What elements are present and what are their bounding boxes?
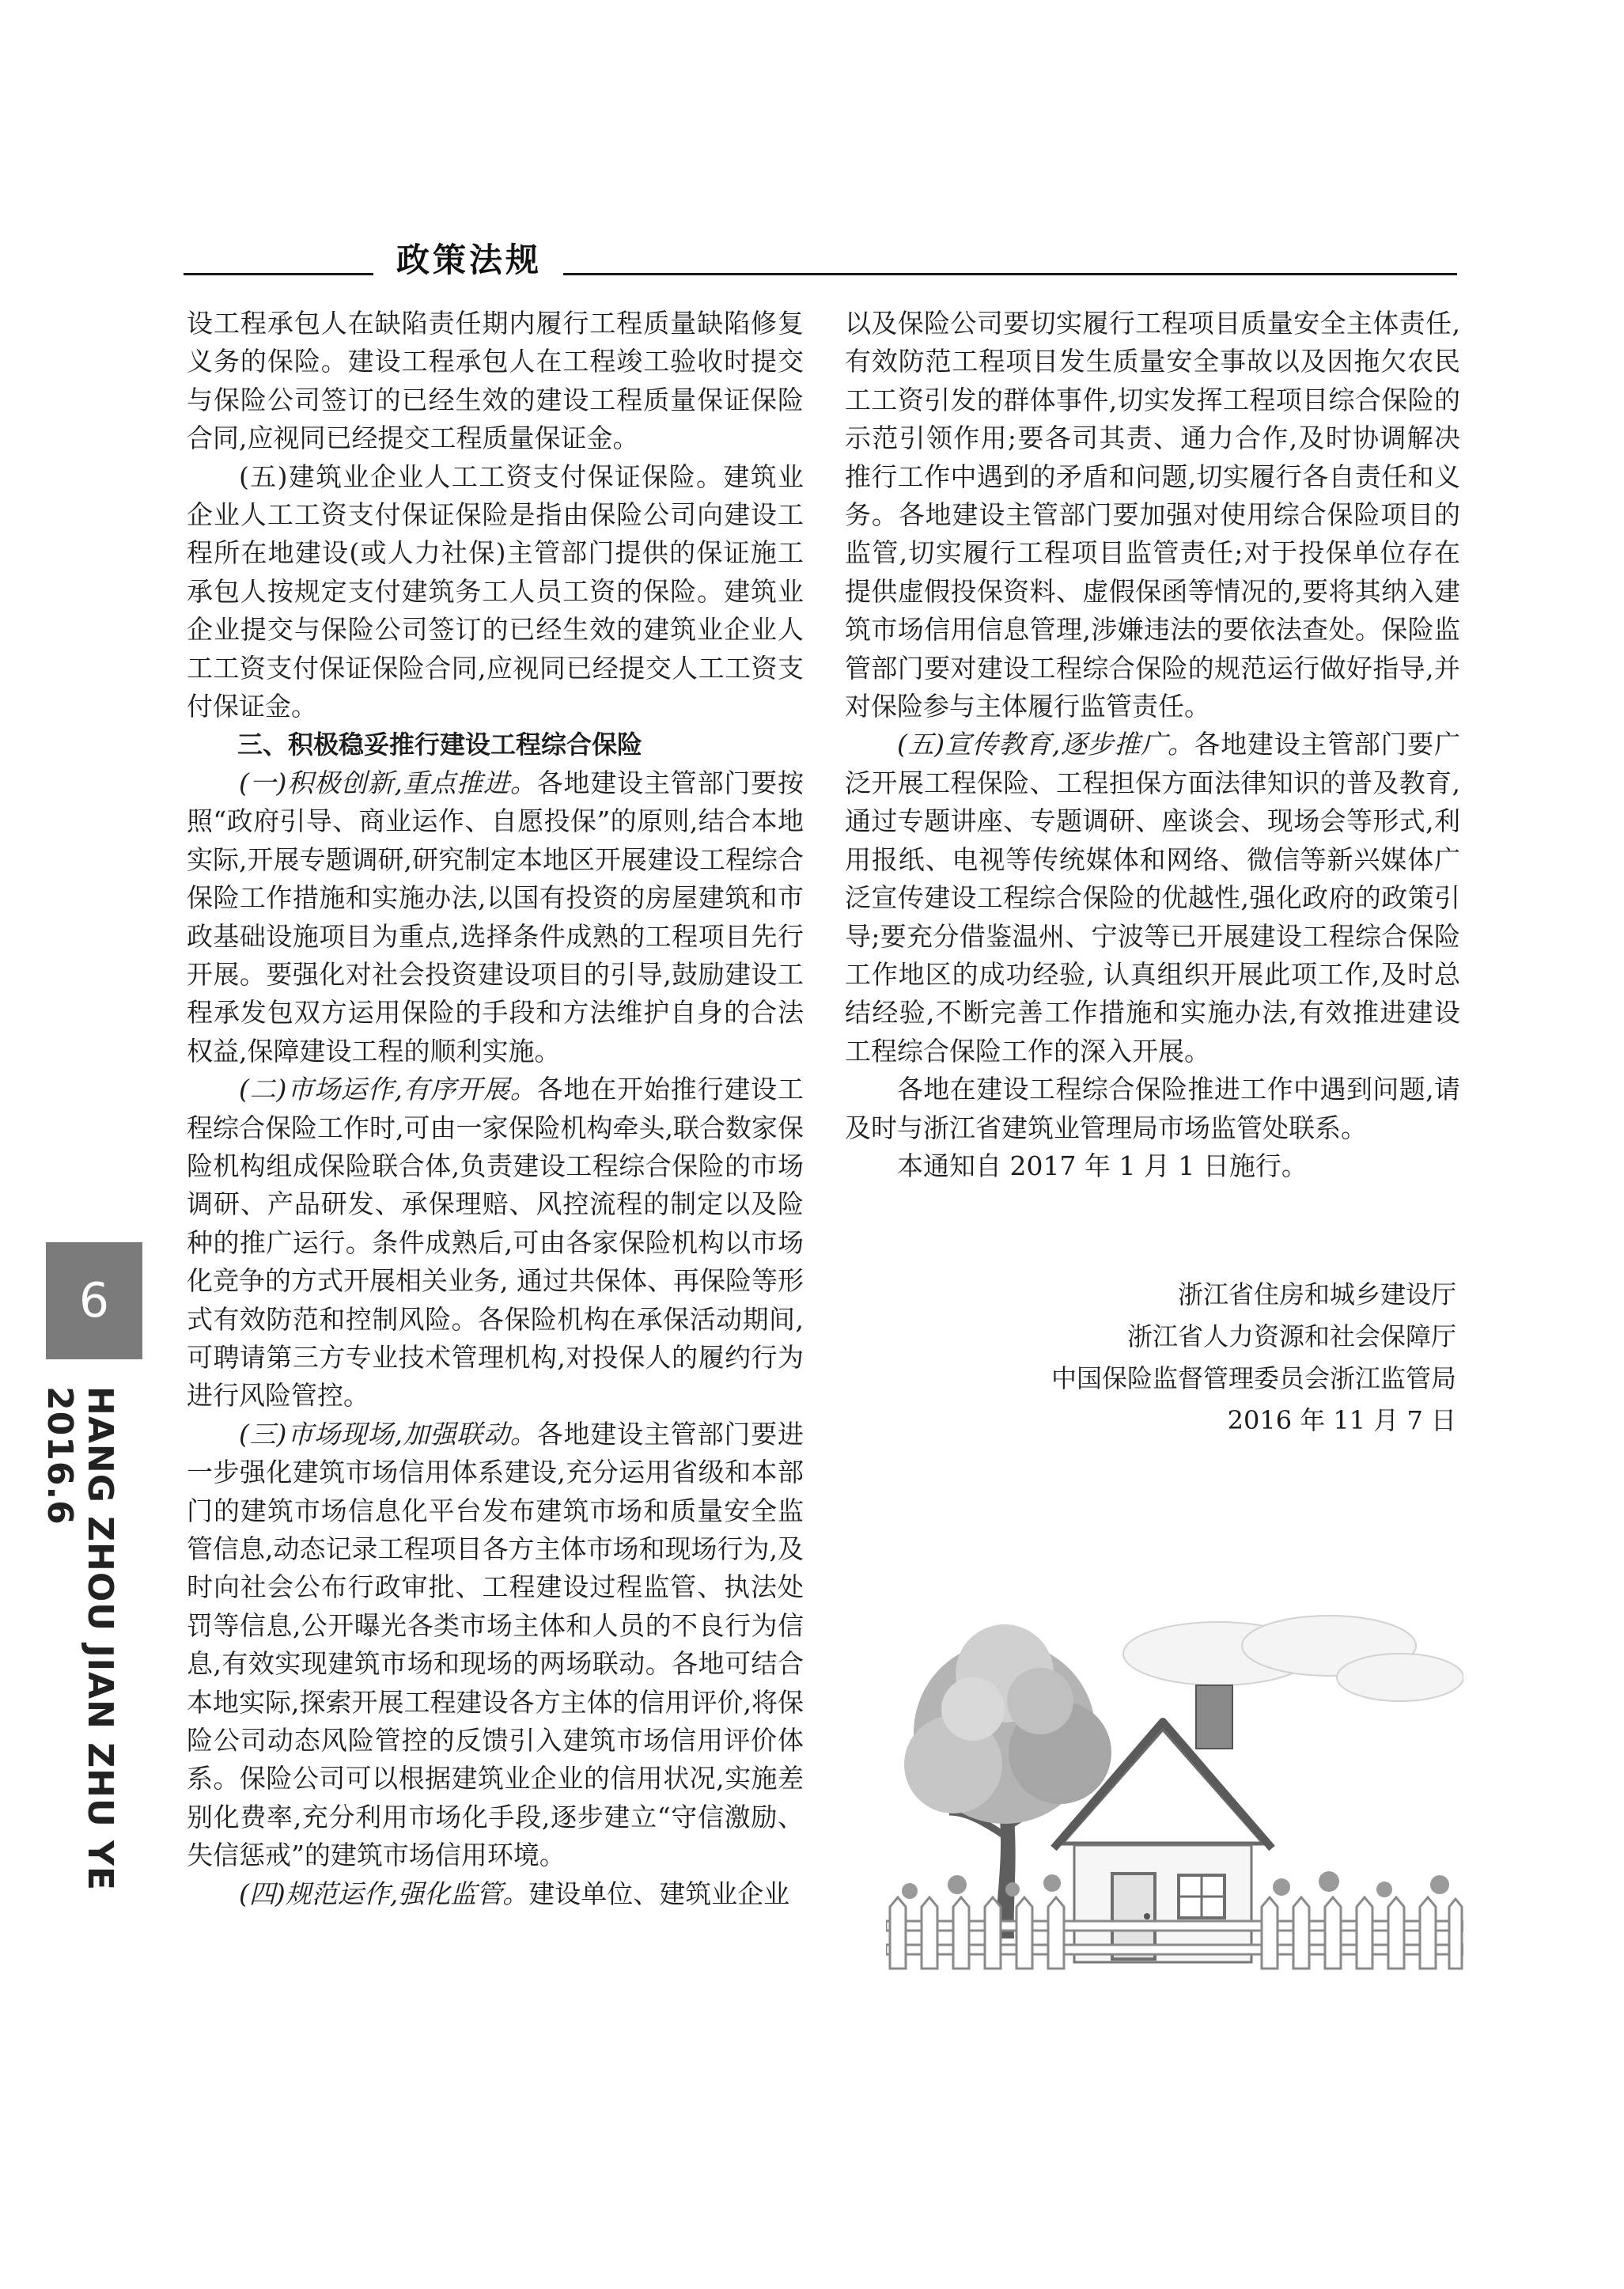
magazine-label: HANG ZHOU JIAN ZHU YE 2016.6 [40,1386,120,1891]
paragraph [187,1415,804,1875]
paragraph: 各地在建设工程综合保险推进工作中遇到问题,请及时与浙江省建筑业管理局市场监管处联系。 [845,1074,1460,1143]
signature-block [1051,1274,1456,1442]
signature-date: 2016 年 11 月 7 日 [1227,1405,1456,1435]
paragraph-lead: (三)市场现场,加强联动。 [239,1418,537,1450]
paragraph: (五)建筑业企业人工工资支付保证保险。建筑业企业人工工资支付保证保险是指由保险公司向建设工程所在地建设(或人力社保)主管部门提供的保证施工承包人按规定支付建筑务工人员工资的保险。建筑业企业提交与保险公司签订的已经生效的建筑业企业人工工资支付保证保险合同,应视同已经提交人工工资支付保证金。 [187,460,804,722]
paragraph [187,1071,804,1415]
paragraph-body: 各地建设主管部门要广泛开展工程保险、工程担保方面法律知识的普及教育,通过专题讲座、专题调研、座谈会、现场会等形式,利用报纸、电视等传统媒体和网络、微信等新兴媒体广泛宣传建设工程综合保险的优越性,强化政府的政策引导;要充分借鉴温州、宁波等已开展建设工程综合保险工作地区的成功经验, 认真组织开展此项工作,及时总结经验,不断完善工作措施和实施办法,有效推进建设工程综合保险工作的深入开展。 [845,729,1460,1067]
paragraph-lead: (四)规范运作,强化监管。 [239,1878,529,1909]
paragraph [187,1875,804,1913]
paragraph-body: 各地建设主管部门要进一步强化建筑市场信用体系建设,充分运用省级和本部门的建筑市场信息化平台发布建筑市场和质量安全监管信息,动态记录工程项目各方主体市场和现场行为,及时向社会公布行政审批、工程建设过程监管、执法处罚等信息,公开曝光各类市场主体和人员的不良行为信息,有效实现建筑市场和现场的两场联动。各地可结合本地实际,探索开展工程建设各方主体的信用评价,将保险公司动态风险管控的反馈引入建筑市场信用评价体系。保险公司可以根据建筑业企业的信用状况,实施差别化费率,充分利用市场化手段,逐步建立“守信激励、失信惩戒”的建筑市场信用环境。 [187,1418,804,1871]
paragraph [187,764,804,1071]
section-heading: 三、积极稳妥推行建设工程综合保险 [237,730,643,760]
paragraph [845,726,1460,1071]
right-column [845,305,1460,1185]
paragraph: 本通知自 2017 年 1 月 1 日施行。 [897,1150,1308,1181]
signature-org: 浙江省人力资源和社会保障厅 [1126,1321,1456,1351]
page-number: 6 [46,1242,142,1359]
paragraph-body: 各地在开始推行建设工程综合保险工作时,可由一家保险机构牵头,联合数家保险机构组成保险联合体,负责建设工程综合保险的市场调研、产品研发、承保理赔、风控流程的制定以及险种的推广运行。条件成熟后,可由各家保险机构以市场化竞争的方式开展相关业务, 通过共保体、再保险等形式有效防范和控制风险。各保险机构在承保活动期间,可聘请第三方专业技术管理机构,对投保人的履约行为进行风险管控。 [187,1074,804,1412]
paragraph-lead: (一)积极创新,重点推进。 [239,767,537,798]
paragraph-lead: (二)市场运作,有序开展。 [239,1074,537,1105]
house-illustration [886,1590,1463,1978]
header-rule-right [563,273,1457,275]
left-column [187,305,804,1913]
paragraph-body: 建设单位、建筑业企业 [528,1878,790,1909]
paragraph-body: 各地建设主管部门要按照“政府引导、商业运作、自愿投保”的原则,结合本地实际,开展专题调研,研究制定本地区开展建设工程综合保险工作措施和实施办法,以国有投资的房屋建筑和市政基础设施项目为重点,选择条件成熟的工程项目先行开展。要强化对社会投资建设项目的引导,鼓励建设工程承发包双方运用保险的手段和方法维护自身的合法权益,保障建设工程的顺利实施。 [187,767,804,1067]
paragraph-lead: (五)宣传教育,逐步推广。 [897,729,1194,760]
signature-org: 浙江省住房和城乡建设厅 [1177,1279,1456,1309]
header-rule-left [184,273,373,275]
section-title: 政策法规 [396,241,542,279]
sky-clouds [1123,1616,1463,1701]
paragraph: 以及保险公司要切实履行工程项目质量安全主体责任,有效防范工程项目发生质量安全事故以及因拖欠农民工工资引发的群体事件,切实发挥工程项目综合保险的示范引领作用;要各司其责、通力合作,及时协调解决推行工作中遇到的矛盾和问题,切实履行各自责任和义务。各地建设主管部门要加强对使用综合保险项目的监管,切实履行工程项目监管责任;对于投保单位存在提供虚假投保资料、虚假保函等情况的,要将其纳入建筑市场信用信息管理,涉嫌违法的要依法查处。保险监管部门要对建设工程综合保险的规范运行做好指导,并对保险参与主体履行监管责任。 [845,308,1460,722]
signature-org: 中国保险监督管理委员会浙江监管局 [1050,1363,1456,1393]
paragraph: 设工程承包人在缺陷责任期内履行工程质量缺陷修复义务的保险。建设工程承包人在工程竣工验收时提交与保险公司签订的已经生效的建设工程质量保证保险合同,应视同已经提交工程质量保证金。 [187,308,804,454]
